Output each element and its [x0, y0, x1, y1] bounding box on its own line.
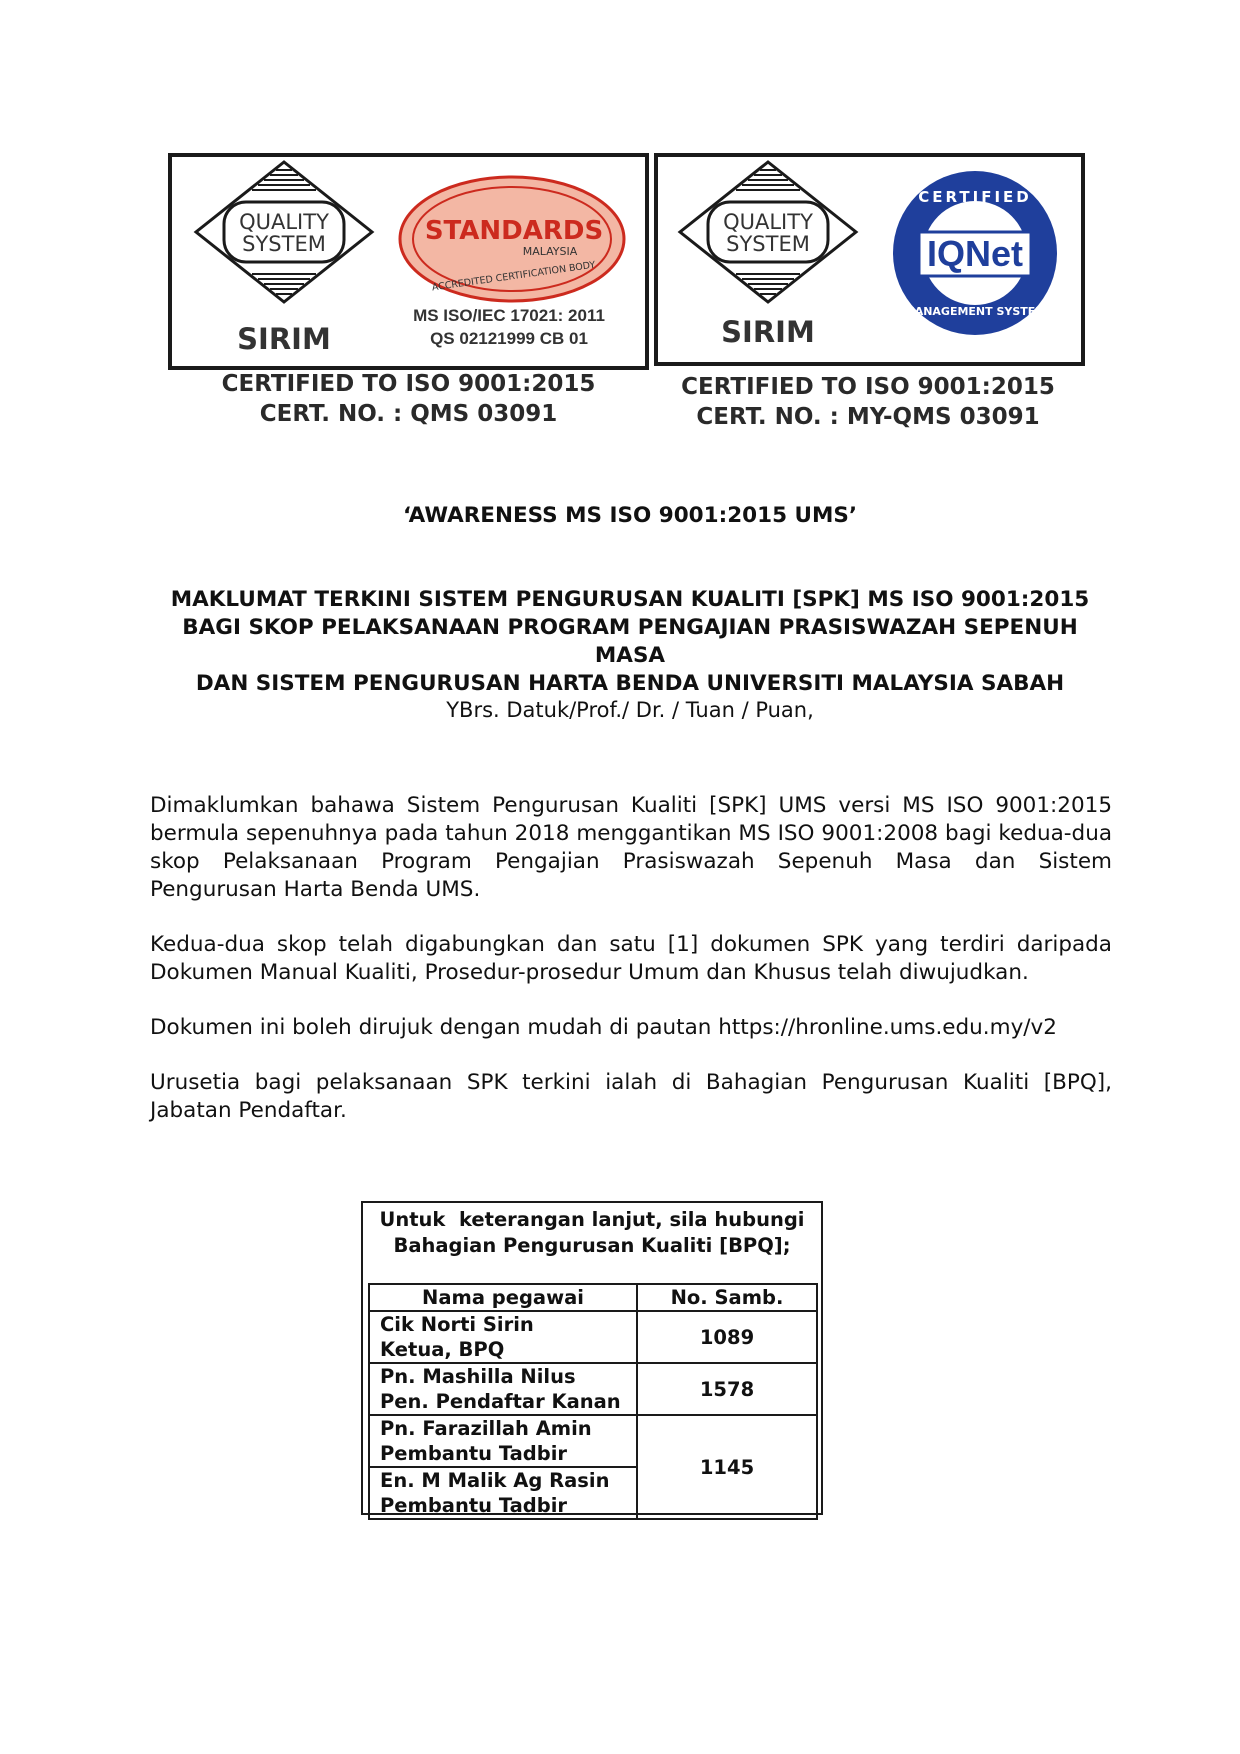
standards-text: STANDARDS: [424, 216, 604, 246]
extension-cell: 1145: [637, 1415, 817, 1519]
iqnet-text: IQNet: [926, 233, 1024, 274]
paragraph-1: Dimaklumkan bahawa Sistem Pengurusan Kualiti [SPK] UMS versi MS ISO 9001:2015 bermula sepenuhnya pada tahun 2018 menggantikan MS ISO 9001:2008 bagi kedua-dua skop Pelaksanaan Program Pengajian Prasiswazah Sepenuh Masa dan Sistem Pengurusan Harta Benda UMS.: [150, 793, 1112, 902]
officer-name: Pn. Farazillah Amin: [380, 1417, 592, 1440]
table-header-row: [369, 1284, 817, 1311]
qs-line2-text: SYSTEM: [726, 232, 810, 256]
qs-line1-text: QUALITY: [239, 210, 329, 234]
ms-iso-text: MS ISO/IEC 17021: 2011: [413, 306, 605, 325]
left-cert-caption-line1: CERTIFIED TO ISO 9001:2015: [221, 371, 596, 397]
column-header-name: Nama pegawai: [369, 1284, 637, 1311]
officer-title: Ketua, BPQ: [380, 1338, 505, 1361]
contact-table: [368, 1283, 818, 1520]
officer-name: En. M Malik Ag Rasin: [380, 1469, 610, 1492]
sirim-standards-logo-box: [168, 153, 649, 370]
officer-title: Pembantu Tadbir: [380, 1442, 567, 1465]
paragraph-3: Dokumen ini boleh dirujuk dengan mudah di pautan https://hronline.ums.edu.my/v2: [150, 1015, 1057, 1040]
extension-cell: 1578: [637, 1363, 817, 1415]
officer-cell: [369, 1415, 637, 1467]
sirim-standards-logo: [172, 157, 645, 366]
paragraph-2: Kedua-dua skop telah digabungkan dan satu [1] dokumen SPK yang terdiri daripada Dokumen Manual Kualiti, Prosedur-prosedur Umum dan Khusus telah diwujudkan.: [150, 932, 1112, 985]
sirim-text: SIRIM: [721, 315, 815, 349]
right-cert-caption-line1: CERTIFIED TO ISO 9001:2015: [681, 374, 1055, 400]
officer-title: Pen. Pendaftar Kanan: [380, 1390, 621, 1413]
sirim-iqnet-logo: [658, 157, 1081, 362]
certified-text: CERTIFIED: [918, 188, 1032, 206]
left-cert-caption-line2: CERT. NO. : QMS 03091: [259, 401, 558, 427]
sirim-text: SIRIM: [237, 322, 331, 356]
right-cert-caption: [648, 372, 1088, 432]
table-row: [369, 1415, 817, 1467]
accredited-text: ACCREDITED CERTIFICATION BODY: [431, 259, 597, 294]
contact-heading-line2: Bahagian Pengurusan Kualiti [BPQ];: [393, 1234, 791, 1257]
paragraph-4: Urusetia bagi pelaksanaan SPK terkini ialah di Bahagian Pengurusan Kualiti [BPQ], Jabatan Pendaftar.: [150, 1070, 1112, 1123]
contact-box: [361, 1201, 823, 1515]
management-system-text: MANAGEMENT SYSTEM: [903, 305, 1047, 318]
officer-cell: [369, 1311, 637, 1363]
sirim-iqnet-logo-box: [654, 153, 1085, 366]
officer-cell: [369, 1363, 637, 1415]
qs-line2-text: SYSTEM: [242, 232, 326, 256]
subtitle-line2: BAGI SKOP PELAKSANAAN PROGRAM PENGAJIAN PRASISWAZAH SEPENUH MASA: [182, 615, 1078, 668]
contact-heading-line1: Untuk keterangan lanjut, sila hubungi: [379, 1208, 805, 1231]
qs-number-text: QS 02121999 CB 01: [430, 329, 588, 348]
contact-heading: [363, 1207, 821, 1259]
subtitle-line1: MAKLUMAT TERKINI SISTEM PENGURUSAN KUALITI [SPK] MS ISO 9001:2015: [170, 587, 1090, 612]
document-title: ‘AWARENESS MS ISO 9001:2015 UMS’: [402, 503, 858, 528]
table-row: [369, 1363, 817, 1415]
column-header-ext: No. Samb.: [637, 1284, 817, 1311]
extension-cell: 1089: [637, 1311, 817, 1363]
table-row: [369, 1311, 817, 1363]
salutation: YBrs. Datuk/Prof./ Dr. / Tuan / Puan,: [446, 698, 814, 722]
officer-title: Pembantu Tadbir: [380, 1494, 567, 1517]
officer-cell: [369, 1467, 637, 1519]
document-subtitle: [150, 586, 1110, 698]
right-cert-caption-line2: CERT. NO. : MY-QMS 03091: [696, 404, 1040, 430]
officer-name: Pn. Mashilla Nilus: [380, 1365, 576, 1388]
qs-line1-text: QUALITY: [723, 210, 813, 234]
subtitle-line3: DAN SISTEM PENGURUSAN HARTA BENDA UNIVERSITI MALAYSIA SABAH: [195, 671, 1065, 696]
malaysia-text: MALAYSIA: [522, 245, 578, 258]
officer-name: Cik Norti Sirin: [380, 1313, 534, 1336]
left-cert-caption: [168, 369, 649, 429]
